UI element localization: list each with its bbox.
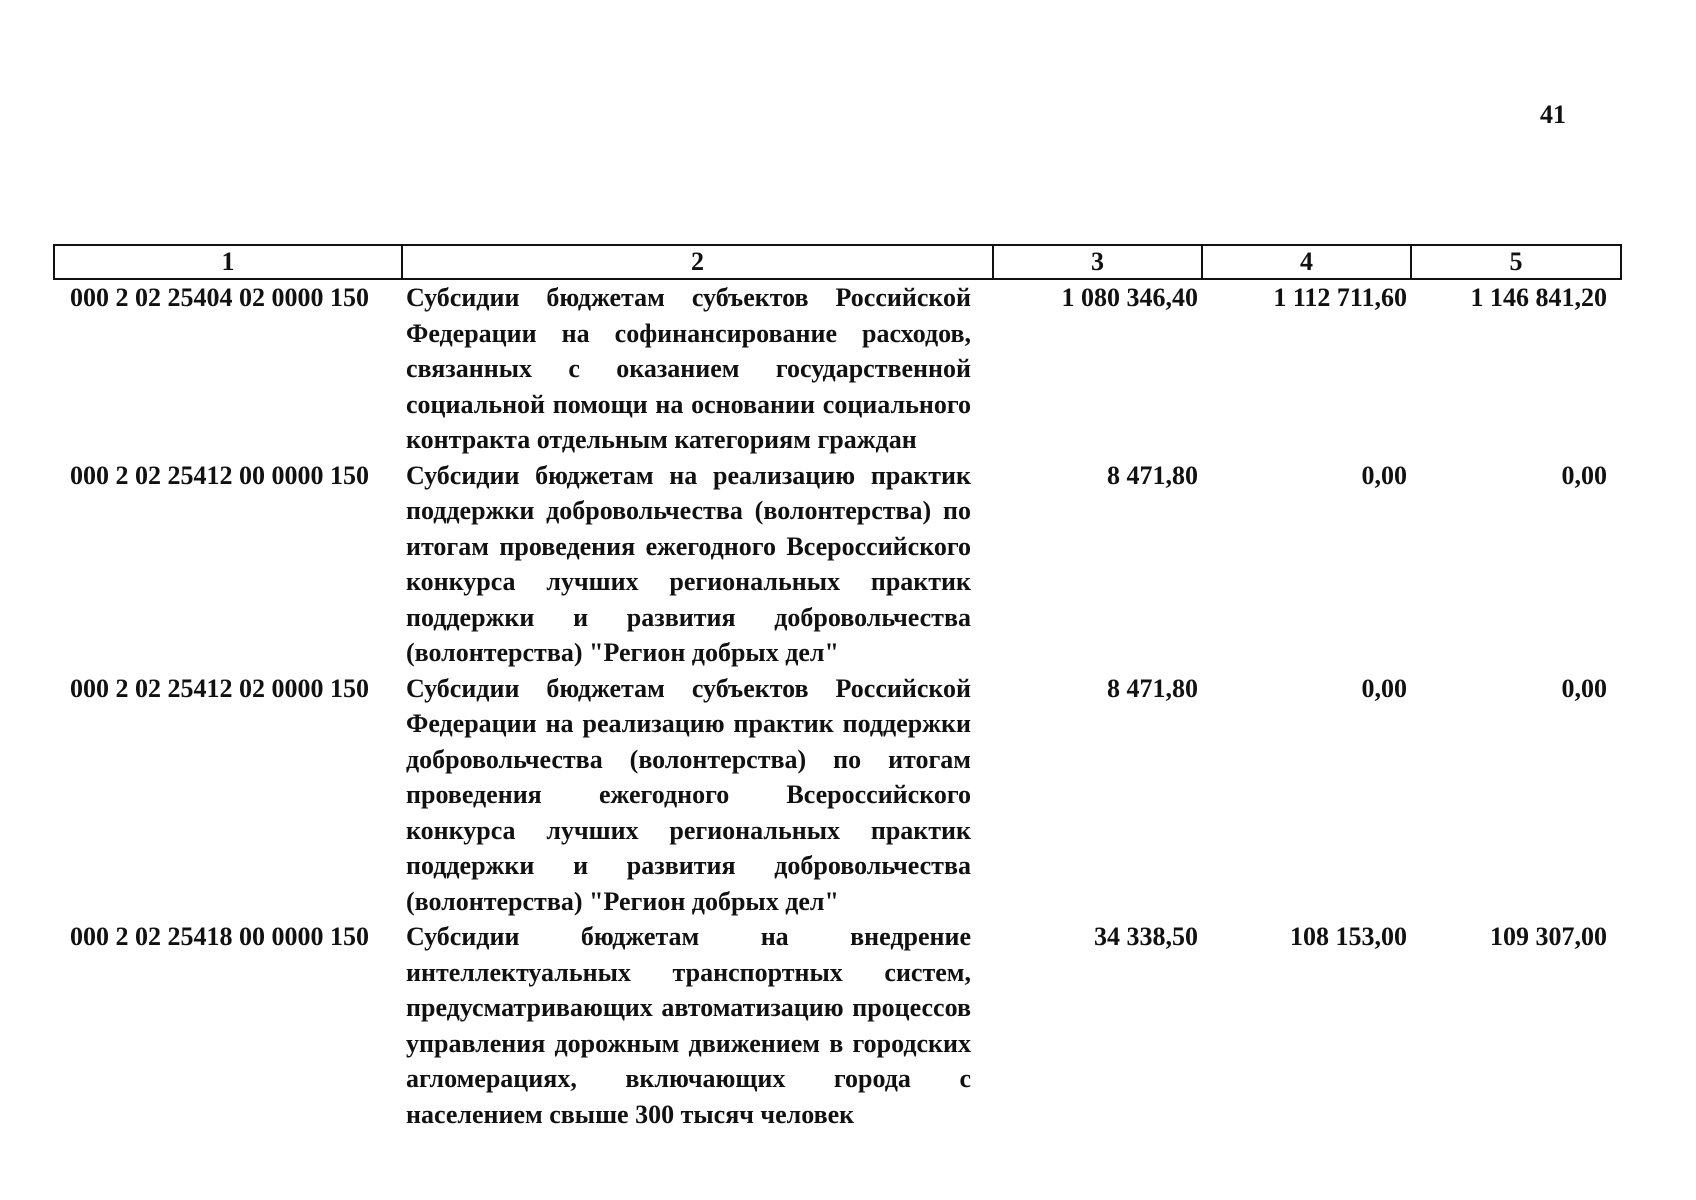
amount-col3: 34 338,50 [1094,922,1198,951]
column-header-2: 2 [402,245,993,279]
column-header-4: 4 [1202,245,1411,279]
amount-col3: 8 471,80 [1107,673,1198,703]
table-row [54,458,1621,671]
amount-col4: 0,00 [1361,460,1407,490]
header-row [54,245,1621,279]
budget-code: 000 2 02 25404 02 0000 150 [70,283,369,312]
amount-col5: 0,00 [1561,460,1607,490]
amount-col4: 108 153,00 [1290,922,1407,951]
description: Субсидии бюджетам на внедрение интеллектуальных транспортных систем, предусматривающих автоматизацию процессов управления дорожным движением в городских агломерациях, включающих города с населением свыше 300 тысяч человек [406,922,971,1129]
table-row [54,671,1621,920]
budget-code: 000 2 02 25418 00 0000 150 [70,922,369,951]
column-header-1: 1 [54,245,402,279]
column-header-3: 3 [993,245,1202,279]
amount-col3: 8 471,80 [1107,460,1198,490]
budget-code: 000 2 02 25412 02 0000 150 [70,673,369,703]
page-number: 41 [1540,100,1566,129]
column-header-5: 5 [1411,245,1621,279]
table-row [54,919,1621,1132]
description: Субсидии бюджетам субъектов Российской Федерации на софинансирование расходов, связанных с оказанием государственной социальной помощи на основании социального контракта отдельным категориям граждан [406,283,971,454]
description: Субсидии бюджетам на реализацию практик поддержки добровольчества (волонтерства) по итогам проведения ежегодного Всероссийского конкурса лучших региональных практик поддержки и развития добровольчества (волонтерства) "Регион добрых дел" [406,460,971,667]
amount-col5: 1 146 841,20 [1470,283,1607,312]
amount-col4: 0,00 [1361,673,1407,703]
budget-table [53,244,1622,1132]
description: Субсидии бюджетам субъектов Российской Федерации на реализацию практик поддержки добровольчества (волонтерства) по итогам проведения ежегодного Всероссийского конкурса лучших региональных практик поддержки и развития добровольчества (волонтерства) "Регион добрых дел" [406,673,971,916]
table-row [54,279,1621,458]
amount-col3: 1 080 346,40 [1061,283,1198,312]
amount-col4: 1 112 711,60 [1273,283,1407,312]
amount-col5: 109 307,00 [1490,922,1607,951]
amount-col5: 0,00 [1561,673,1607,703]
budget-code: 000 2 02 25412 00 0000 150 [70,460,369,490]
